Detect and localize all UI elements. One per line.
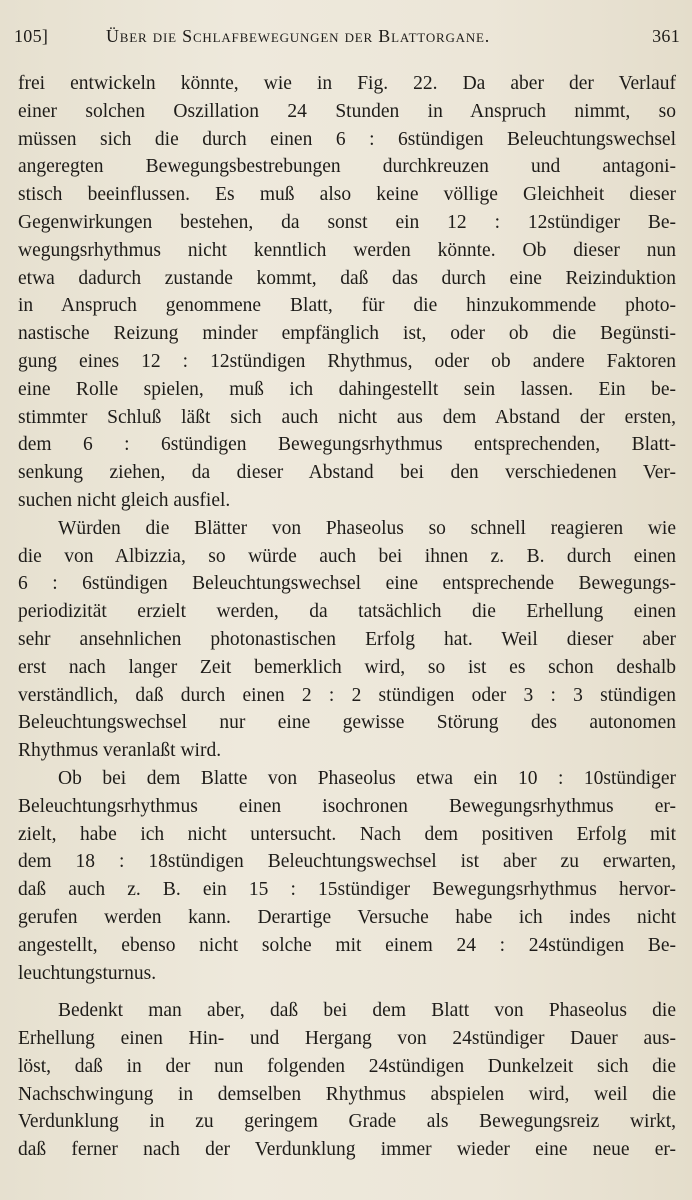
- text-line: Bedenkt man aber, daß bei dem Blatt von Phaseolus die: [58, 1000, 676, 1022]
- text-line: Erhellung einen Hin- und Hergang von 24stündiger Dauer aus-: [18, 1028, 676, 1050]
- text-line: stimmter Schluß läßt sich auch nicht aus dem Abstand der ersten,: [18, 406, 676, 428]
- text-line: suchen nicht gleich ausfiel.: [18, 489, 231, 511]
- text-line: Ob bei dem Blatte von Phaseolus etwa ein 10 : 10stündiger: [58, 767, 676, 789]
- text-line: zielt, habe ich nicht untersucht. Nach dem positiven Erfolg mit: [18, 823, 676, 845]
- page-number: 361: [652, 26, 680, 46]
- text-line: dem 18 : 18stündigen Beleuchtungswechsel ist aber zu erwarten,: [18, 851, 676, 873]
- text-line: etwa dadurch zustande kommt, daß das durch eine Reizinduktion: [18, 267, 676, 289]
- text-line: gerufen werden kann. Derartige Versuche habe ich indes nicht: [18, 906, 676, 928]
- text-line: frei entwickeln könnte, wie in Fig. 22. Da aber der Verlauf: [18, 73, 676, 94]
- text-line: verständlich, daß durch einen 2 : 2 stündigen oder 3 : 3 stündigen: [18, 684, 676, 706]
- text-line: löst, daß in der nun folgenden 24stündigen Dunkelzeit sich die: [18, 1055, 676, 1077]
- text-line: nastische Reizung minder empfänglich ist, oder ob die Begünsti-: [18, 323, 676, 345]
- text-line: Rhythmus veranlaßt wird.: [18, 740, 222, 762]
- text-line: stisch beeinflussen. Es muß also keine völlige Gleichheit dieser: [18, 184, 676, 206]
- text-line: angestellt, ebenso nicht solche mit einem 24 : 24stündigen Be-: [18, 934, 676, 956]
- text-line: leuchtungsturnus.: [18, 962, 157, 984]
- text-line: angeregten Bewegungsbestrebungen durchkreuzen und antagoni-: [18, 156, 676, 178]
- text-line: Gegenwirkungen bestehen, da sonst ein 12 : 12stündiger Be-: [18, 211, 676, 233]
- text-line: müssen sich die durch einen 6 : 6stündigen Beleuchtungswechsel: [18, 128, 676, 150]
- text-line: sehr ansehnlichen photonastischen Erfolg hat. Weil dieser aber: [18, 628, 676, 650]
- text-line: in Anspruch genommene Blatt, für die hinzukommende photo-: [18, 295, 676, 317]
- text-line: Nachschwingung in demselben Rhythmus abspielen wird, weil die: [18, 1083, 676, 1105]
- text-line: daß ferner nach der Verdunklung immer wieder eine neue er-: [18, 1139, 676, 1161]
- text-line: dem 6 : 6stündigen Bewegungsrhythmus entsprechenden, Blatt-: [18, 434, 676, 456]
- text-line: erst nach langer Zeit bemerklich wird, so ist es schon deshalb: [18, 656, 676, 678]
- text-line: die von Albizzia, so würde auch bei ihnen z. B. durch einen: [18, 545, 676, 567]
- text-line: senkung ziehen, da dieser Abstand bei den verschiedenen Ver-: [18, 462, 676, 484]
- text-line: Beleuchtungsrhythmus einen isochronen Bewegungsrhythmus er-: [18, 795, 676, 817]
- text-line: einer solchen Oszillation 24 Stunden in Anspruch nimmt, so: [18, 100, 676, 122]
- text-line: 6 : 6stündigen Beleuchtungswechsel eine entsprechende Bewegungs-: [18, 573, 676, 595]
- body-text: [18, 70, 676, 1164]
- running-header: [14, 26, 680, 56]
- text-line: gung eines 12 : 12stündigen Rhythmus, oder ob andere Faktoren: [18, 350, 676, 372]
- header-section-number: 105]: [14, 26, 49, 46]
- text-line: periodizität erzielt werden, da tatsächlich die Erhellung einen: [18, 601, 676, 623]
- text-line: eine Rolle spielen, muß ich dahingestellt sein lassen. Ein be-: [18, 378, 676, 400]
- header-title: Über die Schlafbewegungen der Blattorgane.: [106, 26, 491, 46]
- paragraph-gap: [18, 987, 676, 997]
- text-line: wegungsrhythmus nicht kenntlich werden könnte. Ob dieser nun: [18, 239, 676, 261]
- text-line: Verdunklung in zu geringem Grade als Bewegungsreiz wirkt,: [18, 1111, 676, 1133]
- text-line: Beleuchtungswechsel nur eine gewisse Störung des autonomen: [18, 712, 676, 734]
- text-line: Würden die Blätter von Phaseolus so schnell reagieren wie: [58, 517, 676, 539]
- text-line: daß auch z. B. ein 15 : 15stündiger Bewegungsrhythmus hervor-: [18, 879, 676, 901]
